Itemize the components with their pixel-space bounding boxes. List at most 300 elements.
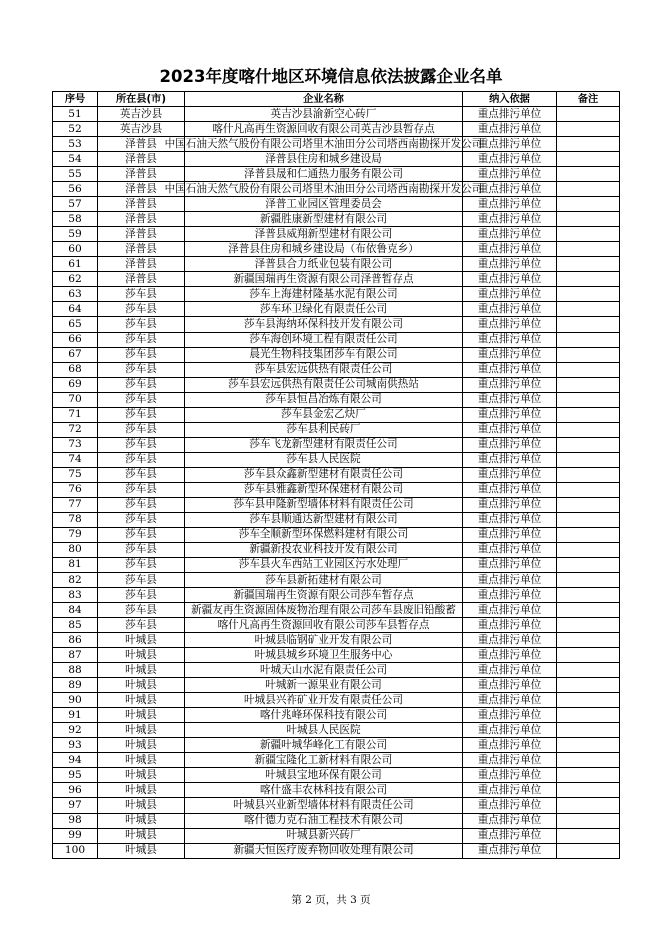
cell-county: 叶城县 [98, 783, 185, 798]
cell-name: 新疆宝隆化工新材料有限公司 [185, 753, 463, 768]
cell-basis: 重点排污单位 [463, 768, 557, 783]
table-body [53, 107, 620, 859]
cell-num: 93 [53, 738, 98, 753]
cell-name: 叶城天山水泥有限责任公司 [185, 663, 463, 678]
table-row [53, 182, 620, 197]
table-row [53, 497, 620, 512]
cell-name: 泽普县威翔新型建材有限公司 [185, 227, 463, 242]
cell-basis: 重点排污单位 [463, 212, 557, 227]
cell-num: 98 [53, 813, 98, 828]
cell-note [557, 557, 620, 572]
cell-basis: 重点排污单位 [463, 588, 557, 603]
cell-basis: 重点排污单位 [463, 723, 557, 738]
cell-county: 莎车县 [98, 287, 185, 302]
table-row [53, 663, 620, 678]
table-row [53, 542, 620, 557]
cell-note [557, 392, 620, 407]
cell-basis: 重点排污单位 [463, 257, 557, 272]
cell-county: 叶城县 [98, 768, 185, 783]
cell-basis: 重点排污单位 [463, 182, 557, 197]
cell-basis: 重点排污单位 [463, 663, 557, 678]
table-row [53, 527, 620, 542]
cell-county: 叶城县 [98, 723, 185, 738]
cell-note [557, 227, 620, 242]
cell-name: 叶城县城乡环境卫生服务中心 [185, 648, 463, 663]
cell-note [557, 843, 620, 858]
cell-basis: 重点排污单位 [463, 317, 557, 332]
table-row [53, 152, 620, 167]
table-row [53, 482, 620, 497]
cell-note [557, 212, 620, 227]
cell-basis: 重点排污单位 [463, 272, 557, 287]
header-name: 企业名称 [185, 92, 463, 107]
cell-note [557, 422, 620, 437]
cell-note [557, 362, 620, 377]
cell-num: 96 [53, 783, 98, 798]
cell-basis: 重点排污单位 [463, 452, 557, 467]
cell-county: 莎车县 [98, 467, 185, 482]
cell-name: 泽普县合力纸业包装有限公司 [185, 257, 463, 272]
cell-note [557, 317, 620, 332]
table-row [53, 347, 620, 362]
table-row [53, 738, 620, 753]
cell-note [557, 723, 620, 738]
table-row [53, 753, 620, 768]
cell-name: 莎车海创环境工程有限责任公司 [185, 332, 463, 347]
cell-basis: 重点排污单位 [463, 678, 557, 693]
cell-name: 泽普县住房和城乡建设局（布依鲁克乡） [185, 242, 463, 257]
cell-name: 泽普工业园区管理委员会 [185, 197, 463, 212]
table-row [53, 588, 620, 603]
cell-num: 76 [53, 482, 98, 497]
cell-county: 莎车县 [98, 618, 185, 633]
cell-basis: 重点排污单位 [463, 497, 557, 512]
cell-basis: 重点排污单位 [463, 482, 557, 497]
cell-name: 莎车县恒昌冶炼有限公司 [185, 392, 463, 407]
cell-note [557, 633, 620, 648]
cell-name: 莎车环卫绿化有限责任公司 [185, 302, 463, 317]
cell-basis: 重点排污单位 [463, 197, 557, 212]
cell-basis: 重点排污单位 [463, 557, 557, 572]
cell-county: 叶城县 [98, 693, 185, 708]
cell-county: 莎车县 [98, 437, 185, 452]
table-row [53, 392, 620, 407]
cell-county: 泽普县 [98, 227, 185, 242]
table-row [53, 843, 620, 858]
cell-county: 莎车县 [98, 347, 185, 362]
table-row [53, 107, 620, 122]
cell-county: 叶城县 [98, 633, 185, 648]
cell-basis: 重点排污单位 [463, 377, 557, 392]
table-row [53, 317, 620, 332]
cell-num: 69 [53, 377, 98, 392]
cell-basis: 重点排污单位 [463, 167, 557, 182]
cell-name: 新疆友再生资源固体废物治理有限公司莎车县废旧铅酸蓄 [185, 603, 463, 618]
cell-name [164, 182, 483, 197]
cell-num: 90 [53, 693, 98, 708]
cell-name [164, 137, 483, 152]
table-row [53, 137, 620, 152]
cell-basis: 重点排污单位 [463, 332, 557, 347]
cell-note [557, 663, 620, 678]
cell-name: 晨光生物科技集团莎车有限公司 [185, 347, 463, 362]
cell-county: 叶城县 [98, 828, 185, 843]
cell-name: 莎车县顺通达新型建材有限公司 [185, 512, 463, 527]
table-row [53, 783, 620, 798]
cell-note [557, 482, 620, 497]
table-row [53, 197, 620, 212]
cell-num: 86 [53, 633, 98, 648]
cell-basis: 重点排污单位 [463, 467, 557, 482]
cell-num: 71 [53, 407, 98, 422]
cell-basis: 重点排污单位 [463, 603, 557, 618]
cell-county: 莎车县 [98, 302, 185, 317]
cell-num: 94 [53, 753, 98, 768]
cell-num: 75 [53, 467, 98, 482]
cell-name: 泽普县住房和城乡建设局 [185, 152, 463, 167]
cell-note [557, 257, 620, 272]
table-row [53, 573, 620, 588]
table-row [53, 167, 620, 182]
cell-county: 莎车县 [98, 527, 185, 542]
cell-num: 100 [53, 843, 98, 858]
cell-note [557, 167, 620, 182]
cell-name: 喀什盛丰农林科技有限公司 [185, 783, 463, 798]
cell-name: 莎车县火车西站工业园区污水处理厂 [185, 557, 463, 572]
cell-note [557, 542, 620, 557]
cell-basis: 重点排污单位 [463, 738, 557, 753]
cell-num: 87 [53, 648, 98, 663]
cell-name: 新疆胜康新型建材有限公司 [185, 212, 463, 227]
cell-note [557, 377, 620, 392]
cell-name: 莎车县新拓建材有限公司 [185, 573, 463, 588]
cell-num: 53 [53, 137, 98, 152]
table-row [53, 557, 620, 572]
cell-basis: 重点排污单位 [463, 107, 557, 122]
page-title: 2023年度喀什地区环境信息依法披露企业名单 [159, 67, 503, 86]
cell-num: 70 [53, 392, 98, 407]
cell-num: 57 [53, 197, 98, 212]
cell-note [557, 648, 620, 663]
cell-note [557, 332, 620, 347]
cell-basis: 重点排污单位 [463, 828, 557, 843]
cell-basis: 重点排污单位 [463, 783, 557, 798]
cell-note [557, 618, 620, 633]
cell-num: 80 [53, 542, 98, 557]
cell-basis: 重点排污单位 [463, 753, 557, 768]
cell-note [557, 347, 620, 362]
cell-note [557, 768, 620, 783]
cell-note [557, 242, 620, 257]
cell-num: 77 [53, 497, 98, 512]
cell-county: 莎车县 [98, 392, 185, 407]
cell-county: 莎车县 [98, 452, 185, 467]
cell-num: 65 [53, 317, 98, 332]
header-num: 序号 [53, 92, 98, 107]
cell-county: 泽普县 [98, 272, 185, 287]
cell-note [557, 272, 620, 287]
cell-num: 81 [53, 557, 98, 572]
cell-note [557, 708, 620, 723]
cell-county: 莎车县 [98, 422, 185, 437]
table-row [53, 422, 620, 437]
table-row [53, 122, 620, 137]
page-footer: 第 2 页，共 3 页 [291, 894, 371, 906]
cell-num: 82 [53, 573, 98, 588]
cell-note [557, 302, 620, 317]
cell-note [557, 152, 620, 167]
cell-num: 52 [53, 122, 98, 137]
table-row [53, 287, 620, 302]
cell-num: 73 [53, 437, 98, 452]
cell-num: 51 [53, 107, 98, 122]
cell-basis: 重点排污单位 [463, 573, 557, 588]
table-row [53, 813, 620, 828]
cell-name: 新疆国瑞再生资源有限公司泽普暂存点 [185, 272, 463, 287]
table-row [53, 708, 620, 723]
cell-basis: 重点排污单位 [463, 137, 557, 152]
table-row [53, 332, 620, 347]
table-row [53, 362, 620, 377]
cell-county: 英吉沙县 [98, 107, 185, 122]
table-row [53, 633, 620, 648]
cell-name: 泽普县晟和仁通热力服务有限公司 [185, 167, 463, 182]
cell-num: 97 [53, 798, 98, 813]
table-row [53, 212, 620, 227]
cell-num: 99 [53, 828, 98, 843]
cell-county: 莎车县 [98, 512, 185, 527]
enterprise-table [52, 91, 620, 859]
cell-note [557, 798, 620, 813]
cell-name: 莎车县众鑫新型建材有限责任公司 [185, 467, 463, 482]
cell-num: 63 [53, 287, 98, 302]
cell-county: 泽普县 [98, 152, 185, 167]
cell-note [557, 437, 620, 452]
cell-county: 叶城县 [98, 798, 185, 813]
cell-county: 泽普县 [98, 182, 185, 197]
cell-num: 60 [53, 242, 98, 257]
cell-county: 莎车县 [98, 407, 185, 422]
cell-name: 莎车县申隆新型墙体材料有限责任公司 [185, 497, 463, 512]
cell-name: 叶城县兴祚矿业开发有限责任公司 [185, 693, 463, 708]
cell-num: 83 [53, 588, 98, 603]
cell-name: 新疆天恒医疗废弃物回收处理有限公司 [185, 843, 463, 858]
cell-name: 叶城新一源果业有限公司 [185, 678, 463, 693]
cell-county: 莎车县 [98, 542, 185, 557]
table-row [53, 242, 620, 257]
table-row [53, 452, 620, 467]
cell-name: 莎车县金宏乙炔厂 [185, 407, 463, 422]
cell-basis: 重点排污单位 [463, 422, 557, 437]
cell-basis: 重点排污单位 [463, 527, 557, 542]
cell-basis: 重点排污单位 [463, 542, 557, 557]
cell-name: 莎车县宏远供热有限责任公司 [185, 362, 463, 377]
cell-num: 91 [53, 708, 98, 723]
cell-name: 莎车县人民医院 [185, 452, 463, 467]
cell-name: 莎车县雅鑫新型环保建材有限公司 [185, 482, 463, 497]
cell-name: 叶城县宝地环保有限公司 [185, 768, 463, 783]
cell-county: 莎车县 [98, 603, 185, 618]
cell-county: 泽普县 [98, 257, 185, 272]
table-row [53, 828, 620, 843]
cell-basis: 重点排污单位 [463, 227, 557, 242]
cell-name: 新疆国瑞再生资源有限公司莎车暂存点 [185, 588, 463, 603]
cell-county: 叶城县 [98, 813, 185, 828]
cell-county: 莎车县 [98, 557, 185, 572]
cell-county: 泽普县 [98, 137, 185, 152]
cell-county: 莎车县 [98, 362, 185, 377]
cell-name: 叶城县人民医院 [185, 723, 463, 738]
cell-county: 叶城县 [98, 843, 185, 858]
table-row [53, 648, 620, 663]
cell-basis: 重点排污单位 [463, 843, 557, 858]
cell-num: 54 [53, 152, 98, 167]
cell-county: 叶城县 [98, 738, 185, 753]
cell-county: 莎车县 [98, 497, 185, 512]
cell-basis: 重点排污单位 [463, 437, 557, 452]
table-header-row [53, 92, 620, 107]
cell-note [557, 137, 620, 152]
cell-name: 莎车县利民砖厂 [185, 422, 463, 437]
cell-note [557, 603, 620, 618]
table-row [53, 618, 620, 633]
cell-num: 74 [53, 452, 98, 467]
table-row [53, 302, 620, 317]
cell-num: 92 [53, 723, 98, 738]
table-row [53, 768, 620, 783]
cell-note [557, 122, 620, 137]
cell-basis: 重点排污单位 [463, 798, 557, 813]
cell-note [557, 693, 620, 708]
cell-name: 叶城县兴业新型墙体材料有限责任公司 [185, 798, 463, 813]
cell-note [557, 828, 620, 843]
cell-basis: 重点排污单位 [463, 648, 557, 663]
table-row [53, 227, 620, 242]
cell-note [557, 182, 620, 197]
cell-num: 88 [53, 663, 98, 678]
table-row [53, 407, 620, 422]
cell-num: 85 [53, 618, 98, 633]
cell-basis: 重点排污单位 [463, 287, 557, 302]
cell-name: 喀什凡高再生资源回收有限公司英吉沙县暂存点 [185, 122, 463, 137]
cell-note [557, 287, 620, 302]
cell-county: 莎车县 [98, 377, 185, 392]
cell-basis: 重点排污单位 [463, 152, 557, 167]
cell-num: 79 [53, 527, 98, 542]
cell-num: 78 [53, 512, 98, 527]
cell-county: 叶城县 [98, 678, 185, 693]
cell-num: 67 [53, 347, 98, 362]
header-basis: 纳入依据 [463, 92, 557, 107]
cell-county: 泽普县 [98, 242, 185, 257]
table-row [53, 377, 620, 392]
cell-note [557, 527, 620, 542]
cell-county: 莎车县 [98, 588, 185, 603]
header-county: 所在县(市) [98, 92, 185, 107]
cell-num: 61 [53, 257, 98, 272]
cell-num: 55 [53, 167, 98, 182]
cell-num: 84 [53, 603, 98, 618]
cell-county: 莎车县 [98, 482, 185, 497]
cell-note [557, 452, 620, 467]
table-row [53, 798, 620, 813]
cell-name: 莎车全顺新型环保燃料建材有限公司 [185, 527, 463, 542]
table-row [53, 272, 620, 287]
cell-note [557, 753, 620, 768]
cell-county: 叶城县 [98, 708, 185, 723]
cell-name: 莎车县宏远供热有限责任公司城南供热站 [185, 377, 463, 392]
cell-basis: 重点排污单位 [463, 302, 557, 317]
table-row [53, 603, 620, 618]
cell-name: 新疆叶城华峰化工有限公司 [185, 738, 463, 753]
cell-basis: 重点排污单位 [463, 347, 557, 362]
cell-name: 喀什德力克石油工程技术有限公司 [185, 813, 463, 828]
cell-note [557, 512, 620, 527]
table-row [53, 257, 620, 272]
cell-note [557, 573, 620, 588]
cell-name: 叶城县临钢矿业开发有限公司 [185, 633, 463, 648]
cell-basis: 重点排污单位 [463, 693, 557, 708]
cell-num: 95 [53, 768, 98, 783]
cell-num: 68 [53, 362, 98, 377]
cell-basis: 重点排污单位 [463, 242, 557, 257]
cell-num: 89 [53, 678, 98, 693]
cell-basis: 重点排污单位 [463, 512, 557, 527]
table-row [53, 437, 620, 452]
cell-note [557, 783, 620, 798]
cell-note [557, 467, 620, 482]
cell-basis: 重点排污单位 [463, 362, 557, 377]
cell-num: 59 [53, 227, 98, 242]
cell-basis: 重点排污单位 [463, 392, 557, 407]
cell-name: 喀什兆峰环保科技有限公司 [185, 708, 463, 723]
cell-basis: 重点排污单位 [463, 813, 557, 828]
cell-county: 莎车县 [98, 573, 185, 588]
cell-num: 72 [53, 422, 98, 437]
cell-note [557, 588, 620, 603]
cell-note [557, 813, 620, 828]
cell-basis: 重点排污单位 [463, 633, 557, 648]
cell-name-text: 中国石油天然气股份有限公司塔里木油田分公司塔西南勘探开发公司 [164, 182, 483, 195]
cell-county: 叶城县 [98, 753, 185, 768]
cell-county: 泽普县 [98, 167, 185, 182]
cell-name: 莎车飞龙新型建材有限责任公司 [185, 437, 463, 452]
cell-note [557, 197, 620, 212]
cell-name: 喀什凡高再生资源回收有限公司莎车县暂存点 [185, 618, 463, 633]
cell-num: 62 [53, 272, 98, 287]
cell-county: 泽普县 [98, 212, 185, 227]
table-row [53, 678, 620, 693]
cell-name: 莎车县海纳环保科技开发有限公司 [185, 317, 463, 332]
cell-county: 叶城县 [98, 663, 185, 678]
cell-note [557, 107, 620, 122]
cell-num: 56 [53, 182, 98, 197]
table-row [53, 693, 620, 708]
cell-basis: 重点排污单位 [463, 708, 557, 723]
cell-county: 叶城县 [98, 648, 185, 663]
table-row [53, 512, 620, 527]
cell-num: 64 [53, 302, 98, 317]
table-row [53, 467, 620, 482]
header-note: 备注 [557, 92, 620, 107]
cell-note [557, 738, 620, 753]
cell-name: 莎车上海建材隆基水泥有限公司 [185, 287, 463, 302]
cell-name: 新疆新投农业科技开发有限公司 [185, 542, 463, 557]
table-row [53, 723, 620, 738]
cell-name: 叶城县新兴砖厂 [185, 828, 463, 843]
cell-county: 泽普县 [98, 197, 185, 212]
cell-note [557, 678, 620, 693]
